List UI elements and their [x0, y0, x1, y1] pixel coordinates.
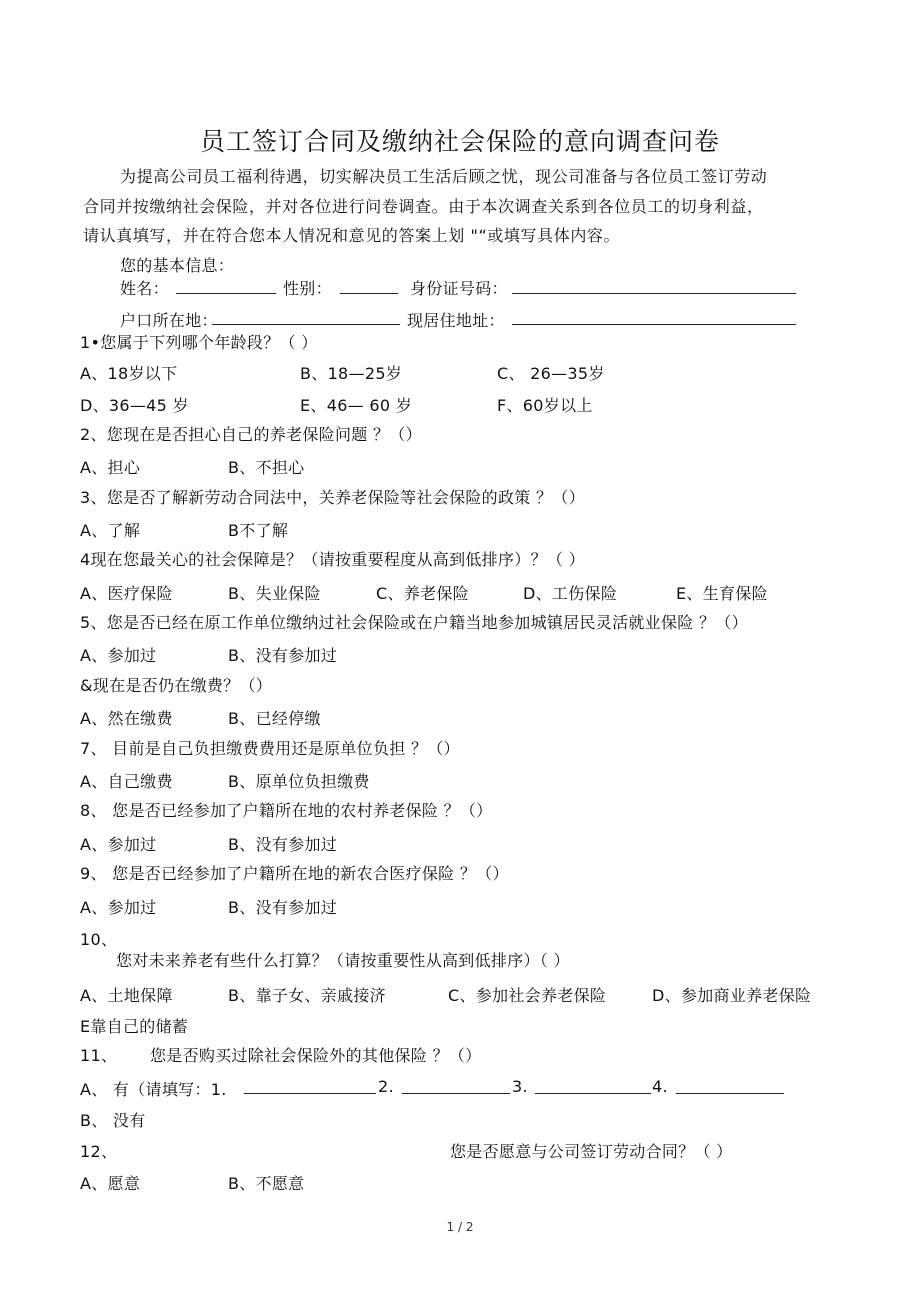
q10-option-b[interactable]: B、靠子女、亲戚接济: [228, 986, 386, 1005]
question-6: &现在是否仍在缴费？（）: [80, 676, 273, 695]
page-title: 员工签订合同及缴纳社会保险的意向调查问卷: [199, 127, 720, 156]
question-7: 7、 目前是自己负担缴费费用还是原单位负担 ？（）: [80, 739, 460, 758]
gender-field[interactable]: [340, 292, 398, 294]
id-number-field[interactable]: [512, 292, 796, 294]
q1-option-d[interactable]: D、36—45 岁: [80, 396, 189, 415]
q10-option-a[interactable]: A、土地保障: [80, 986, 173, 1005]
question-4: 4现在您最关心的社会保障是？（请按重要程度从高到低排序）？（ ）: [80, 550, 585, 569]
gender-label: 性别：: [283, 279, 332, 298]
question-9: 9、 您是否已经参加了户籍所在地的新农合医疗保险 ？（）: [80, 864, 509, 883]
q9-option-b[interactable]: B、没有参加过: [228, 898, 338, 917]
q1-option-a[interactable]: A、18岁以下: [80, 364, 178, 383]
q5-option-b[interactable]: B、没有参加过: [228, 646, 338, 665]
q1-option-b[interactable]: B、18—25岁: [300, 364, 403, 383]
q1-option-f[interactable]: F、60岁以上: [497, 396, 593, 415]
basic-info-heading: 您的基本信息：: [120, 256, 235, 275]
q7-option-b[interactable]: B、原单位负担缴费: [228, 772, 370, 791]
q4-option-d[interactable]: D、工伤保险: [523, 584, 618, 603]
question-10: 您对未来养老有些什么打算？（请按重要性从高到低排序）（ ）: [116, 951, 570, 970]
q4-option-a[interactable]: A、医疗保险: [80, 584, 173, 603]
page-number: 1 / 2: [446, 1220, 474, 1234]
question-12-number: 12、: [80, 1142, 118, 1161]
intro-line-3: 请认真填写，并在符合您本人情况和意见的答案上划 "“或填写具体内容。: [83, 226, 621, 245]
q8-option-a[interactable]: A、参加过: [80, 835, 157, 854]
q11-option-a[interactable]: A、 有（请填写：1.: [80, 1080, 227, 1099]
id-number-label: 身份证号码：: [410, 279, 508, 298]
q4-option-e[interactable]: E、生育保险: [676, 584, 768, 603]
q10-option-e[interactable]: E靠自己的储蓄: [80, 1017, 189, 1036]
hukou-field[interactable]: [212, 323, 400, 325]
address-label: 现居住地址：: [407, 311, 505, 330]
q11-fill-2[interactable]: [402, 1092, 510, 1094]
q11-fill-3[interactable]: [535, 1092, 651, 1094]
q11-fill-3-label: 3.: [512, 1077, 528, 1096]
q10-option-d[interactable]: D、参加商业养老保险: [652, 986, 812, 1005]
q11-fill-2-label: 2.: [378, 1077, 394, 1096]
q3-option-b[interactable]: B不了解: [228, 521, 289, 540]
q12-option-b[interactable]: B、不愿意: [228, 1174, 305, 1193]
q3-option-a[interactable]: A、了解: [80, 521, 141, 540]
q12-option-a[interactable]: A、愿意: [80, 1174, 141, 1193]
q2-option-a[interactable]: A、担心: [80, 458, 141, 477]
intro-line-2: 合同并按缴纳社会保险，并对各位进行问卷调查。由于本次调查关系到各位员工的切身利益，: [83, 197, 764, 216]
q2-option-b[interactable]: B、不担心: [228, 458, 305, 477]
hukou-label: 户口所在地：: [120, 311, 218, 330]
q1-option-e[interactable]: E、46— 60 岁: [300, 396, 412, 415]
intro-line-1: 为提高公司员工福利待遇，切实解决员工生活后顾之忧，现公司准备与各位员工签订劳动: [120, 167, 768, 186]
question-3: 3、您是否了解新劳动合同法中，关养老保险等社会保险的政策 ？（）: [80, 488, 585, 507]
question-2: 2、您现在是否担心自己的养老保险问题 ？（）: [80, 425, 422, 444]
name-field[interactable]: [176, 292, 276, 294]
address-field[interactable]: [512, 323, 796, 325]
q5-option-a[interactable]: A、参加过: [80, 646, 157, 665]
q7-option-a[interactable]: A、自己缴费: [80, 772, 173, 791]
question-11: 您是否购买过除社会保险外的其他保险 ？（）: [150, 1046, 482, 1065]
question-1: 1•您属于下列哪个年龄段？（ ）: [80, 333, 318, 352]
q6-option-a[interactable]: A、然在缴费: [80, 709, 173, 728]
q11-fill-4[interactable]: [676, 1092, 784, 1094]
q11-option-b[interactable]: B、 没有: [80, 1111, 146, 1130]
q4-option-c[interactable]: C、养老保险: [376, 584, 469, 603]
q6-option-b[interactable]: B、已经停缴: [228, 709, 321, 728]
q11-fill-4-label: 4.: [652, 1077, 668, 1096]
q11-fill-1[interactable]: [244, 1092, 376, 1094]
name-label: 姓名：: [120, 279, 169, 298]
question-12: 您是否愿意与公司签订劳动合同？（ ）: [450, 1142, 733, 1161]
question-11-number: 11、: [80, 1046, 118, 1065]
q1-option-c[interactable]: C、 26—35岁: [497, 364, 605, 383]
question-10-number: 10、: [80, 930, 118, 949]
q8-option-b[interactable]: B、没有参加过: [228, 835, 338, 854]
question-5: 5、您是否已经在原工作单位缴纳过社会保险或在户籍当地参加城镇居民灵活就业保险 ？（）: [80, 613, 748, 632]
q10-option-c[interactable]: C、参加社会养老保险: [448, 986, 607, 1005]
q9-option-a[interactable]: A、参加过: [80, 898, 157, 917]
question-8: 8、 您是否已经参加了户籍所在地的农村养老保险 ？（）: [80, 801, 493, 820]
q4-option-b[interactable]: B、失业保险: [228, 584, 321, 603]
